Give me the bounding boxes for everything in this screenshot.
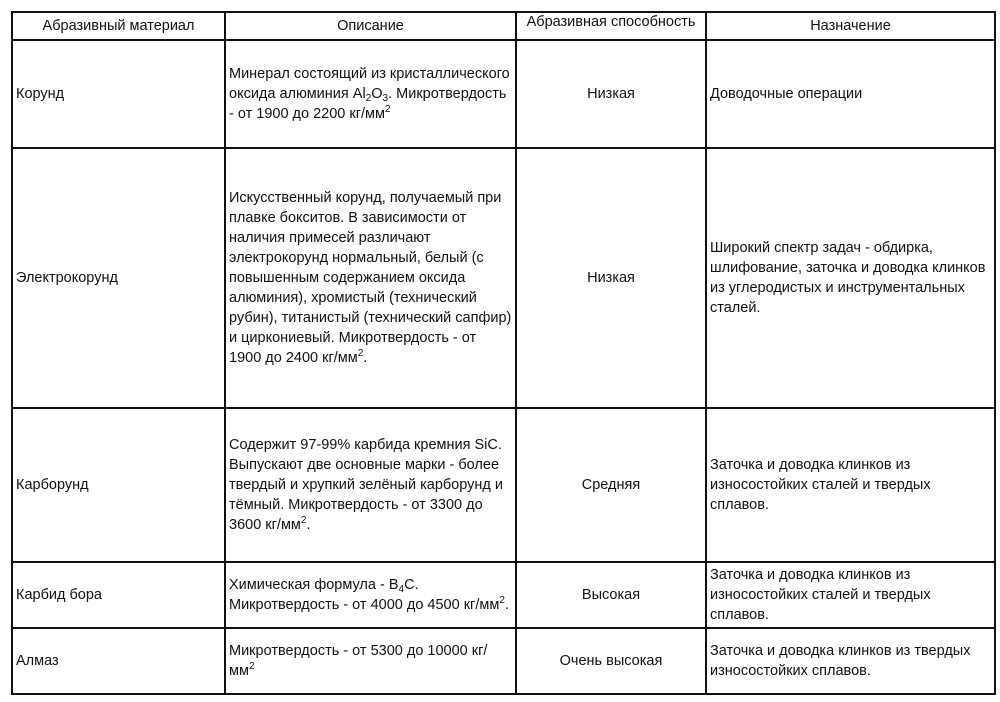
- description-text: Искусственный корунд, получаемый при плавке бокситов. В зависимости от наличия примесей различают электрокорунд нормальный, белый (с повышенным содержанием оксида алюминия), хромистый (технический рубин), титанистый (технический сапфир) и циркониевый. Микротвердость - от 1900 до 2400 кг/мм: [229, 190, 512, 366]
- abrasive-ability: Низкая: [516, 40, 706, 148]
- material-description: [225, 148, 516, 408]
- description-text: .: [504, 597, 509, 613]
- material-description: [225, 408, 516, 562]
- header-ability-label: Абразивная способность: [526, 14, 696, 30]
- material-name: Карборунд: [12, 408, 225, 562]
- superscript: 2: [300, 515, 307, 526]
- subscript: 4: [398, 584, 405, 595]
- description-text: C. Микротвердость - от 4000 до 4500 кг/мм: [229, 577, 500, 613]
- material-purpose: Широкий спектр задач - обдирка, шлифование, заточка и доводка клинков из углеродистых и инструментальных сталей.: [706, 148, 995, 408]
- description-text: .: [306, 517, 311, 533]
- material-description: [225, 40, 516, 148]
- description-text: Химическая формула - B: [229, 577, 399, 593]
- abrasive-ability: Средняя: [516, 408, 706, 562]
- material-purpose: Заточка и доводка клинков из твердых износостойких сплавов.: [706, 628, 995, 694]
- superscript: 2: [499, 595, 505, 606]
- header-description: Описание: [225, 12, 516, 40]
- material-name: Карбид бора: [12, 562, 225, 628]
- material-purpose: Заточка и доводка клинков из износостойких сталей и твердых сплавов.: [706, 408, 995, 562]
- description-text: O: [371, 86, 383, 102]
- subscript: 2: [365, 93, 372, 104]
- superscript: 2: [385, 104, 391, 115]
- description-text: Микротвердость - от 5300 до 10000 кг/мм: [229, 643, 488, 679]
- header-purpose: Назначение: [706, 12, 995, 40]
- description-text: . Микротвердость - от 1900 до 2200 кг/мм: [229, 86, 507, 122]
- material-purpose: Доводочные операции: [706, 40, 995, 148]
- abrasive-ability: Низкая: [516, 148, 706, 408]
- table-row: [12, 408, 995, 562]
- header-ability: [516, 12, 706, 40]
- table-row: [12, 40, 995, 148]
- abrasive-ability: Высокая: [516, 562, 706, 628]
- description-text: Содержит 97-99% карбида кремния SiC. Выпускают две основные марки - более твердый и хрупкий зелёный карборунд и тёмный. Микротвердость - от 3300 до 3600 кг/мм: [229, 437, 503, 533]
- material-name: Алмаз: [12, 628, 225, 694]
- subscript: 3: [382, 93, 389, 104]
- table-row: [12, 628, 995, 694]
- abrasives-table: [11, 11, 996, 695]
- superscript: 2: [248, 661, 255, 672]
- material-name: Электрокорунд: [12, 148, 225, 408]
- material-description: [225, 562, 516, 628]
- description-text: Минерал состоящий из кристаллического оксида алюминия Al: [229, 66, 510, 102]
- table-row: [12, 562, 995, 628]
- material-purpose: Заточка и доводка клинков из износостойких сталей и твердых сплавов.: [706, 562, 995, 628]
- description-text: .: [363, 350, 368, 366]
- material-name: Корунд: [12, 40, 225, 148]
- material-description: [225, 628, 516, 694]
- abrasive-ability: Очень высокая: [516, 628, 706, 694]
- header-material: Абразивный материал: [12, 12, 225, 40]
- superscript: 2: [357, 348, 364, 359]
- table-row: [12, 148, 995, 408]
- table-header-row: [12, 12, 995, 40]
